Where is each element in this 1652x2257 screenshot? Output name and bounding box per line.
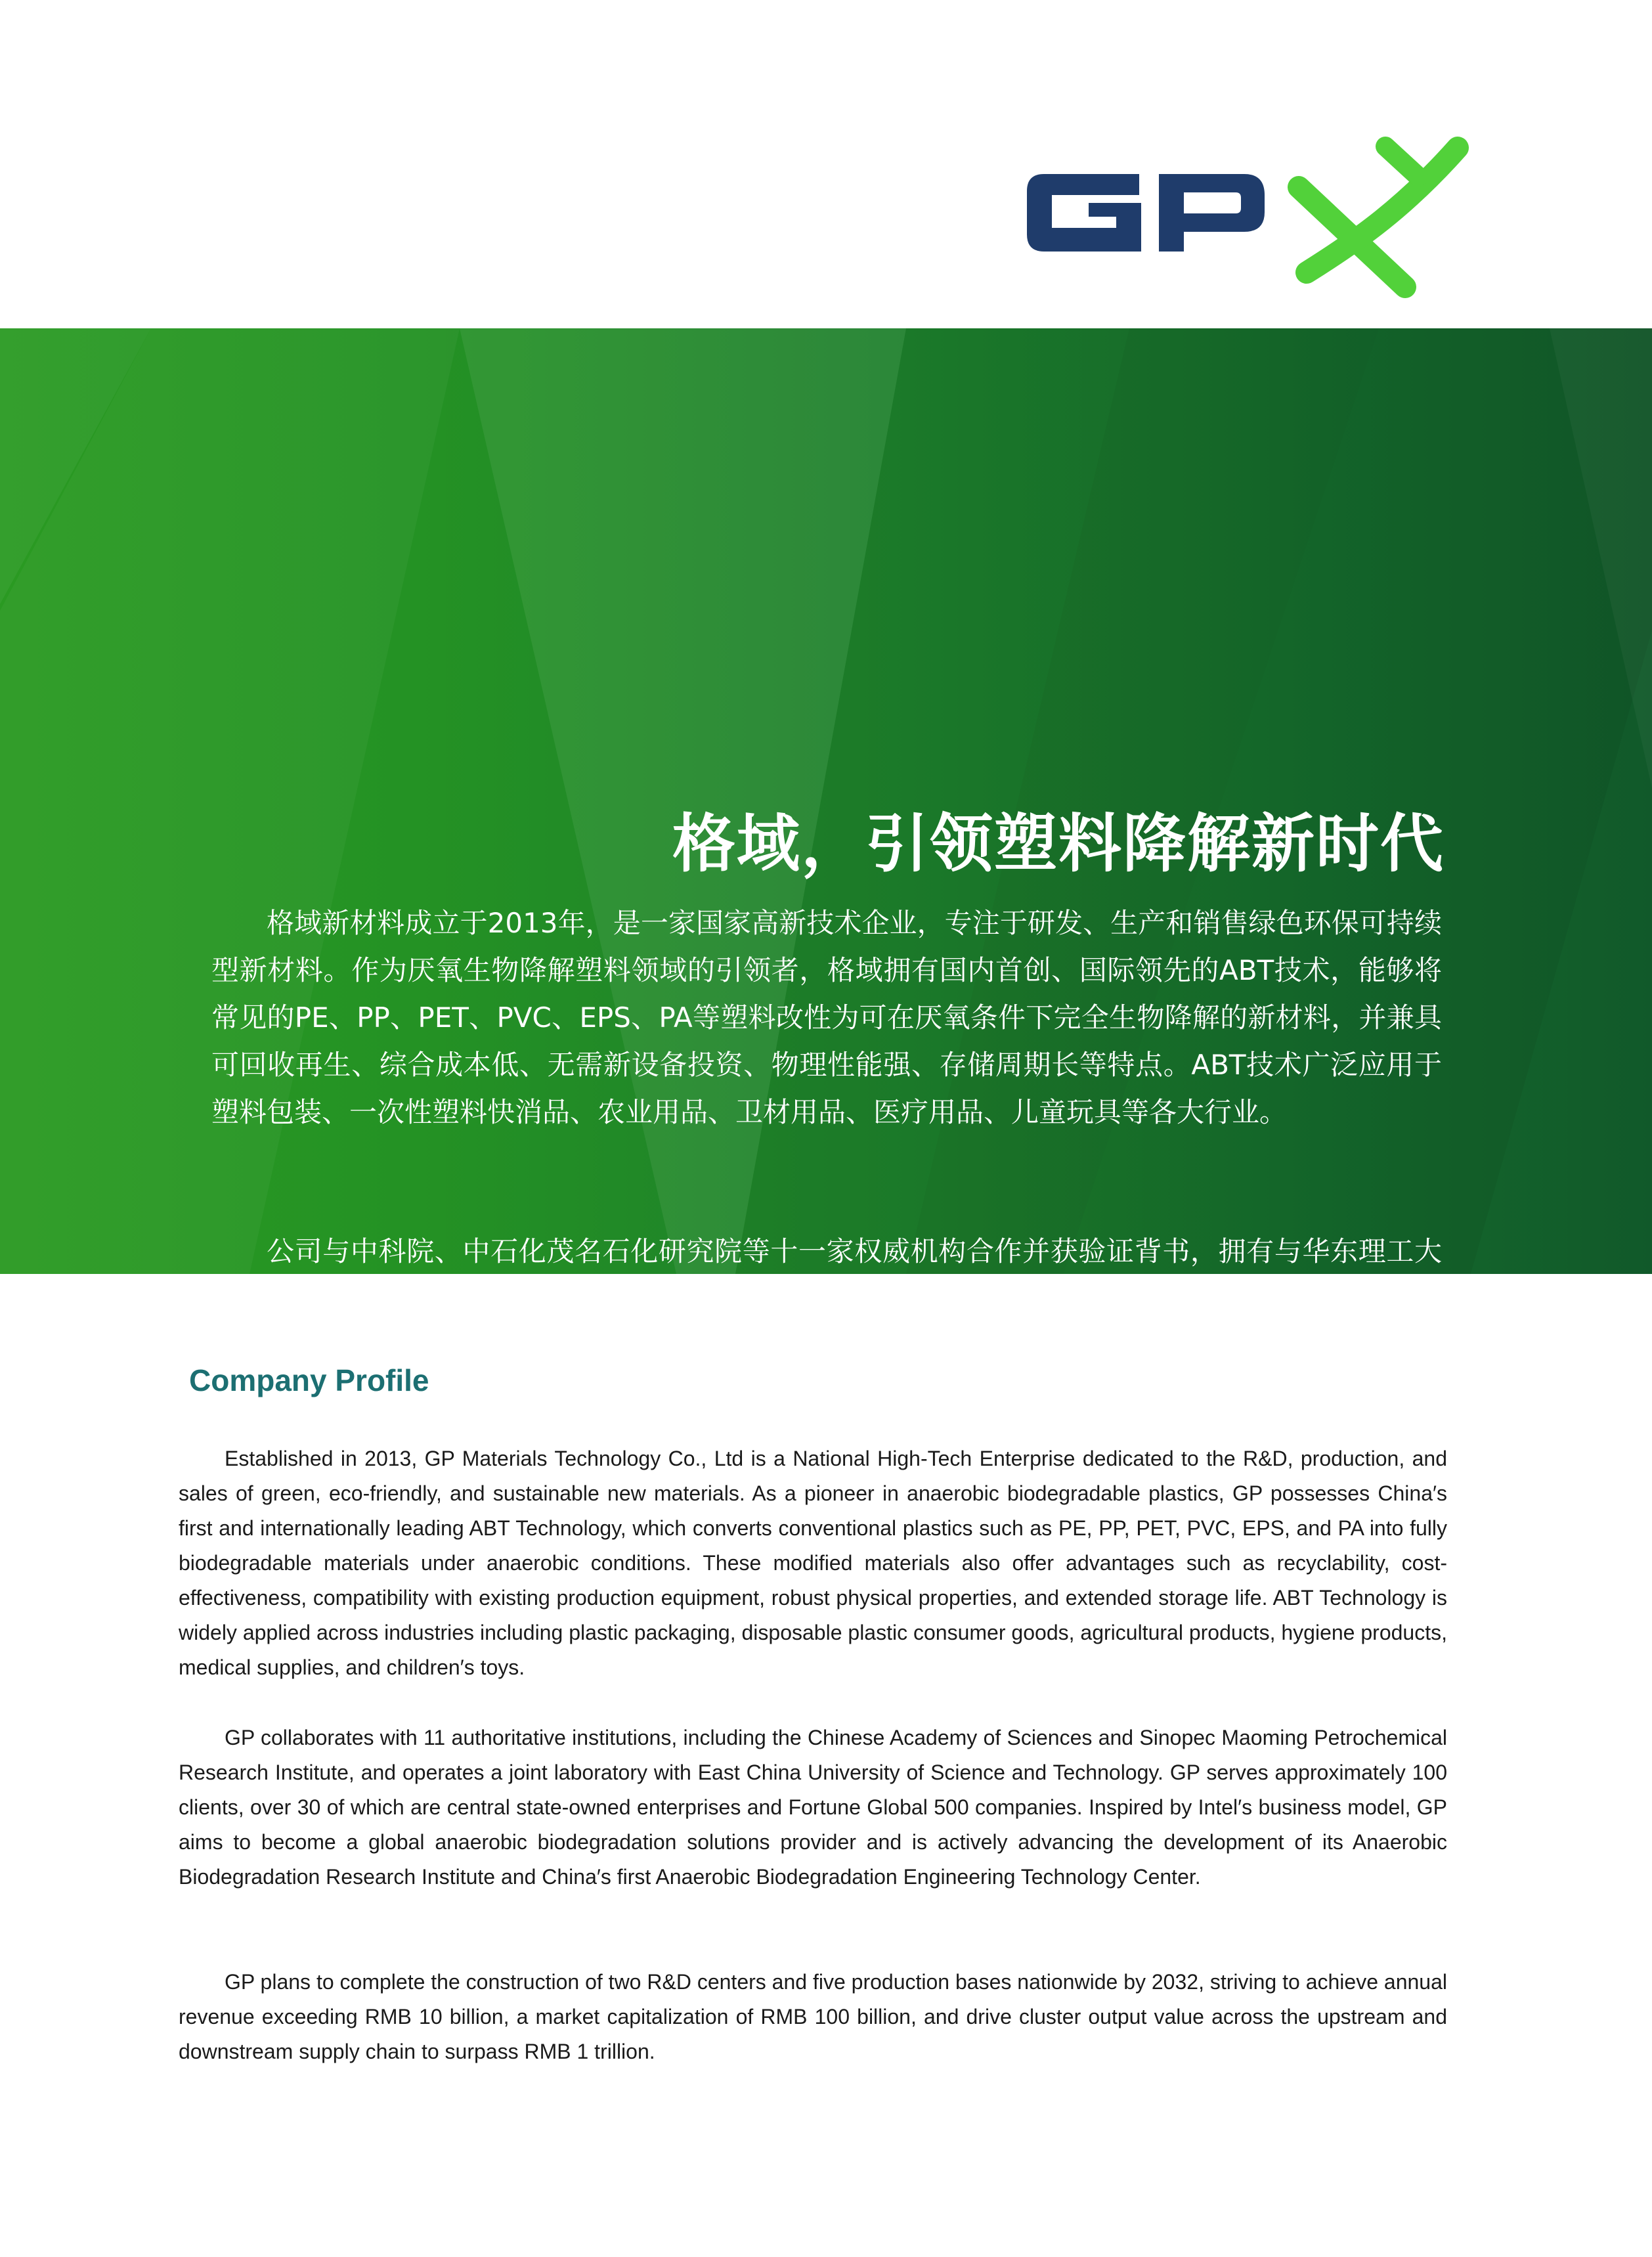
logo-letter-g: [1027, 174, 1141, 252]
banner-paragraph-2: 公司与中科院、中石化茂名石化研究院等十一家权威机构合作并获验证背书，拥有与华东理工大: [267, 1235, 1442, 1267]
profile-paragraph-2: GP collaborates with 11 authoritative institutions, including the Chinese Academy of Sciences and Sinopec Maoming Petrochemical Research Institute, and operates a joint laboratory with East China University of Science and Technology. GP serves approximately 100 clients, over 30 of which are central state-owned enterprises and Fortune Global 500 companies. Inspired by Intel′s business model, GP aims to become a global anaerobic biodegradation solutions provider and is actively advancing the development of its Anaerobic Biodegradation Research Institute and China′s first Anaerobic Biodegradation Engineering Technology Center.: [179, 1726, 1447, 1889]
gpx-logo-graphic: [1018, 135, 1474, 299]
intro-banner: [0, 328, 1652, 1274]
logo-cross-mark: [1299, 146, 1458, 287]
profile-paragraph-1: Established in 2013, GP Materials Technology Co., Ltd is a National High-Tech Enterprise dedicated to the R&D, production, and sales of green, eco-friendly, and sustainable new materials. As a pioneer in anaerobic biodegradable plastics, GP possesses China′s first and internationally leading ABT Technology, which converts conventional plastics such as PE, PP, PET, PVC, EPS, and PA into fully biodegradable materials under anaerobic conditions. These modified materials also offer advantages such as recyclability, cost-effectiveness, compatibility with existing production equipment, robust physical properties, and extended storage life. ABT Technology is widely applied across industries including plastic packaging, disposable plastic consumer goods, agricultural products, hygiene products, medical supplies, and children′s toys.: [179, 1447, 1447, 1679]
profile-paragraph-3: GP plans to complete the construction of two R&D centers and five production bases nationwide by 2032, striving to achieve annual revenue exceeding RMB 10 billion, a market capitalization of RMB 100 billion, and drive cluster output value across the upstream and downstream supply chain to surpass RMB 1 trillion.: [179, 1970, 1447, 2063]
banner-title: 格域，引领塑料降解新时代: [672, 807, 1445, 881]
banner-paragraph-1: 格域新材料成立于2013年，是一家国家高新技术企业，专注于研发、生产和销售绿色环保可持续型新材料。作为厌氧生物降解塑料领域的引领者，格域拥有国内首创、国际领先的ABT技术，能够将常见的PE、PP、PET、PVC、EPS、PA等塑料改性为可在厌氧条件下完全生物降解的新材料，并兼具可回收再生、综合成本低、无需新设备投资、物理性能强、存储周期长等特点。ABT技术广泛应用于塑料包装、一次性塑料快消品、农业用品、卫材用品、医疗用品、儿童玩具等各大行业。: [211, 907, 1442, 1128]
company-profile-heading: Company Profile: [189, 1363, 429, 1397]
logo-letter-p: [1159, 174, 1265, 252]
gpx-logo: [1018, 135, 1474, 299]
